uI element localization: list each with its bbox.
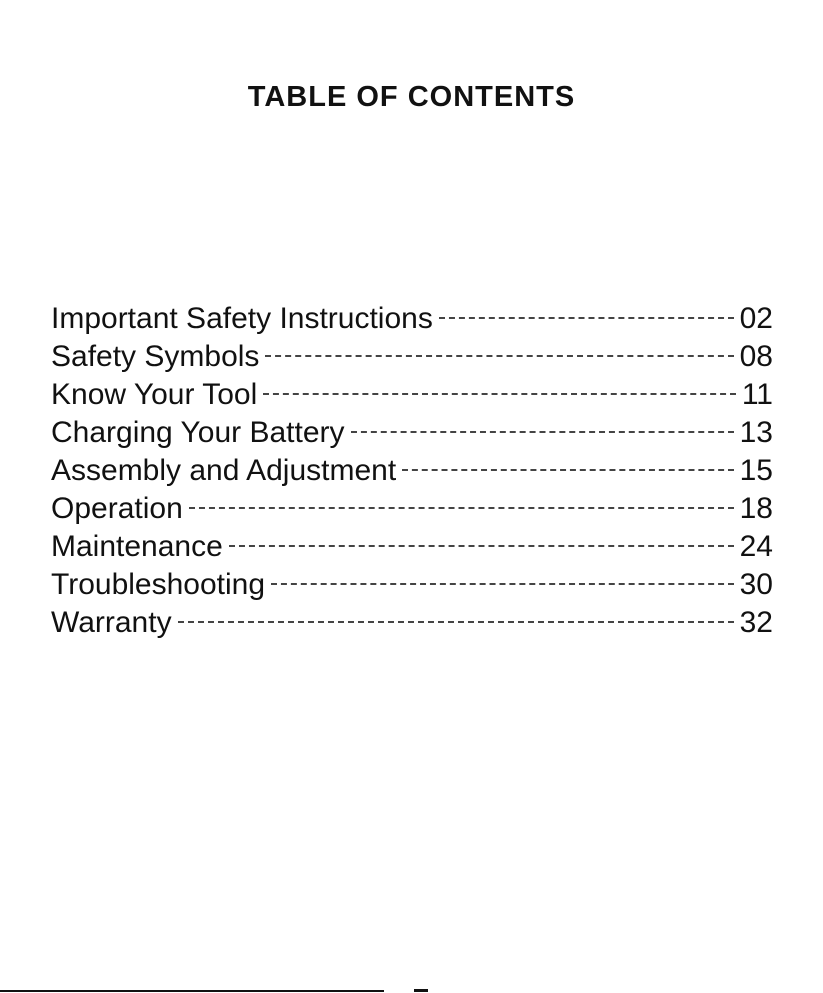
toc-leader [263,393,736,395]
page-title: TABLE OF CONTENTS [247,81,576,113]
toc-entry-label: Maintenance [51,530,223,563]
toc-leader [402,469,733,471]
toc-entry-label: Know Your Tool [51,378,258,411]
toc-leader [265,355,733,357]
table-of-contents [51,300,773,642]
toc-entry-page: 15 [739,454,773,487]
toc-entry-page: 18 [739,492,773,525]
toc-leader [271,583,734,585]
toc-entry[interactable] [51,490,773,528]
toc-entry[interactable] [51,604,773,642]
toc-leader [351,431,734,433]
toc-entry[interactable] [51,452,773,490]
toc-entry[interactable] [51,338,773,376]
toc-entry-page: 11 [741,378,773,411]
toc-leader [178,621,734,623]
footer-mark [414,989,428,992]
toc-entry-page: 08 [739,340,773,373]
toc-entry[interactable] [51,300,773,338]
toc-entry-label: Assembly and Adjustment [51,454,397,487]
toc-entry-label: Charging Your Battery [51,416,345,449]
toc-entry-label: Important Safety Instructions [51,302,433,335]
toc-entry[interactable] [51,414,773,452]
toc-entry-page: 32 [739,606,773,639]
toc-entry[interactable] [51,376,773,414]
toc-entry[interactable] [51,566,773,604]
toc-entry-page: 24 [739,530,773,563]
toc-entry-label: Warranty [51,606,172,639]
footer-divider [0,990,384,992]
toc-entry-label: Safety Symbols [51,340,260,373]
toc-entry-page: 30 [739,568,773,601]
toc-entry-page: 13 [739,416,773,449]
toc-leader [229,545,734,547]
toc-leader [189,507,734,509]
toc-entry[interactable] [51,528,773,566]
toc-entry-label: Operation [51,492,183,525]
toc-entry-page: 02 [739,302,773,335]
toc-leader [439,317,734,319]
toc-entry-label: Troubleshooting [51,568,266,601]
